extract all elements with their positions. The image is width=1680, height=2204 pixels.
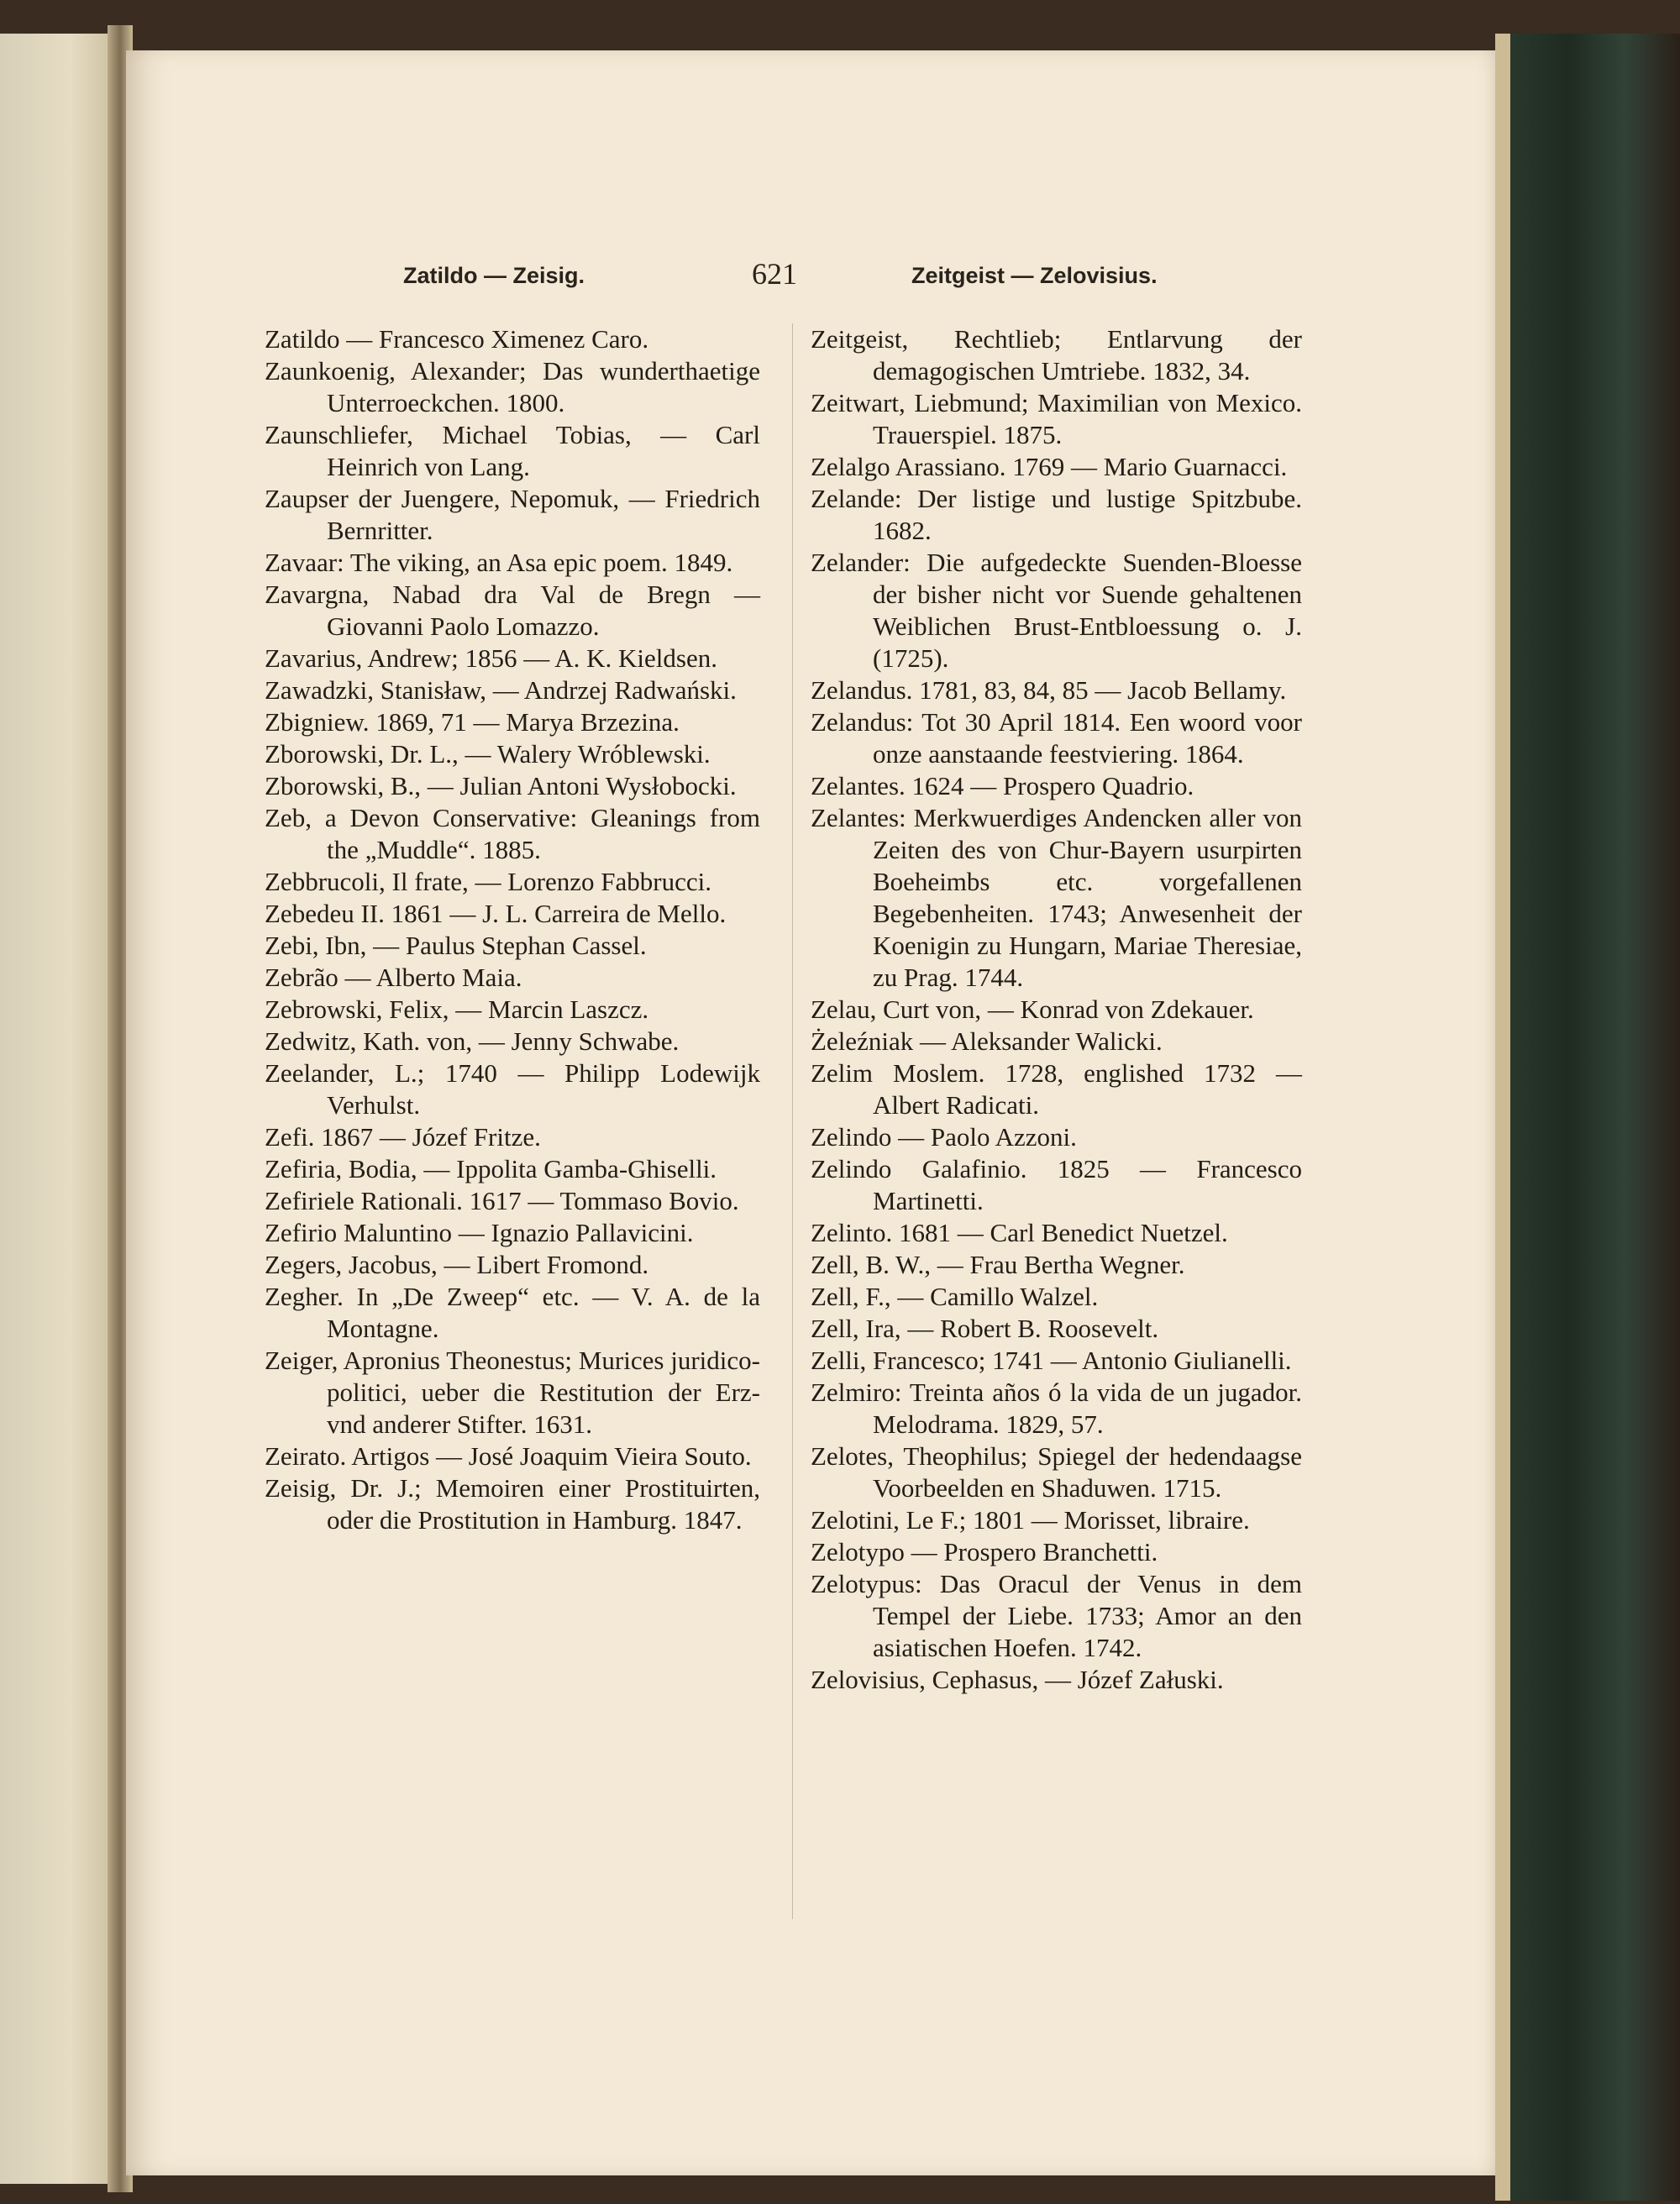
list-item: Zell, F., — Camillo Walzel. [811,1282,1099,1311]
facing-page-edge [0,34,118,2184]
list-item: Zebi, Ibn, — Paulus Stephan Cassel. [265,931,647,960]
list-item: Zefirio Maluntino — Ignazio Pallavicini. [265,1218,694,1247]
list-item: Zegher. In „De Zweep“ etc. — V. A. de la Montagne. [265,1282,760,1343]
list-item: Zell, B. W., — Frau Bertha Wegner. [811,1250,1185,1279]
list-item: Zegers, Jacobus, — Libert Fromond. [265,1250,649,1279]
list-item: Zelander: Die aufgedeckte Suenden-Bloesse der bisher nicht vor Suende gehaltenen Weiblichen Brust-Entbloessung o. J. (1725). [811,548,1302,673]
list-item: Zefiria, Bodia, — Ippolita Gamba-Ghiselli. [265,1154,717,1183]
left-column [265,323,760,1536]
list-item: Zelandus: Tot 30 April 1814. Een woord voor onze aanstaande feestviering. 1864. [811,707,1302,769]
list-item: Zebrão — Alberto Maia. [265,963,522,992]
list-item: Zelovisius, Cephasus, — Józef Załuski. [811,1665,1224,1694]
list-item: Zelotypus: Das Oracul der Venus in dem Tempel der Liebe. 1733; Amor an den asiatischen Hoefen. 1742. [811,1569,1302,1662]
list-item: Zelotypo — Prospero Branchetti. [811,1537,1158,1566]
list-item: Zeisig, Dr. J.; Memoiren einer Prostituirten, oder die Prostitution in Hamburg. 1847. [265,1473,760,1535]
list-item: Zedwitz, Kath. von, — Jenny Schwabe. [265,1026,680,1056]
list-item: Zavargna, Nabad dra Val de Bregn — Giovanni Paolo Lomazzo. [265,580,760,641]
list-item: Zebrowski, Felix, — Marcin Laszcz. [265,994,649,1024]
list-item: Zell, Ira, — Robert B. Roosevelt. [811,1314,1159,1343]
list-item: Zebbrucoli, Il frate, — Lorenzo Fabbrucci. [265,867,711,896]
list-item: Zaunkoenig, Alexander; Das wunderthaetige Unterroeckchen. 1800. [265,356,760,417]
list-item: Zawadzki, Stanisław, — Andrzej Radwański. [265,675,737,705]
book-cover-edge [1495,34,1680,2201]
list-item: Zelantes. 1624 — Prospero Quadrio. [811,771,1194,800]
list-item: Zeirato. Artigos — José Joaquim Vieira Souto. [265,1441,752,1471]
list-item: Zeitgeist, Rechtlieb; Entlarvung der demagogischen Umtriebe. 1832, 34. [811,324,1302,386]
list-item: Zelindo — Paolo Azzoni. [811,1122,1077,1152]
list-item: Zeb, a Devon Conservative: Gleanings from the „Muddle“. 1885. [265,803,760,864]
list-item: Zelalgo Arassiano. 1769 — Mario Guarnacci. [811,452,1288,481]
header-right-range: Zeitgeist — Zelovisius. [911,263,1158,288]
column-divider [792,323,793,1919]
list-item: Zborowski, Dr. L., — Walery Wróblewski. [265,739,711,769]
list-item: Zelim Moslem. 1728, englished 1732 — Albert Radicati. [811,1058,1302,1120]
list-item: Zefi. 1867 — Józef Fritze. [265,1122,541,1152]
list-item: Zelinto. 1681 — Carl Benedict Nuetzel. [811,1218,1228,1247]
list-item: Zavaar: The viking, an Asa epic poem. 1849. [265,548,733,577]
list-item: Zeitwart, Liebmund; Maximilian von Mexico. Trauerspiel. 1875. [811,388,1302,449]
header-left-range: Zatildo — Zeisig. [403,263,585,288]
list-item: Zelau, Curt von, — Konrad von Zdekauer. [811,994,1254,1024]
list-item: Zatildo — Francesco Ximenez Caro. [265,324,649,354]
list-item: Zaupser der Juengere, Nepomuk, — Friedrich Bernritter. [265,484,760,545]
list-item: Zebedeu II. 1861 — J. L. Carreira de Mello. [265,899,727,928]
running-header [260,256,1352,298]
list-item: Zelandus. 1781, 83, 84, 85 — Jacob Bellamy. [811,675,1287,705]
list-item: Zbigniew. 1869, 71 — Marya Brzezina. [265,707,680,737]
list-item: Zeiger, Apronius Theonestus; Murices juridico-politici, ueber die Restitution der Erz- vnd anderer Stifter. 1631. [265,1346,760,1439]
list-item: Zelande: Der listige und lustige Spitzbube. 1682. [811,484,1302,545]
list-item: Zelantes: Merkwuerdiges Andencken aller von Zeiten des von Chur-Bayern usurpirten Boeheimbs etc. vorgefallenen Begebenheiten. 1743; Anwesenheit der Koenigin zu Hungarn, Mariae Theresiae, zu Prag. 1744. [811,803,1302,992]
list-item: Zelotini, Le F.; 1801 — Morisset, libraire. [811,1505,1250,1535]
list-item: Zavarius, Andrew; 1856 — A. K. Kieldsen. [265,643,717,673]
list-item: Zelli, Francesco; 1741 — Antonio Giulianelli. [811,1346,1292,1375]
list-item: Zaunschliefer, Michael Tobias, — Carl Heinrich von Lang. [265,420,760,481]
list-item: Zelotes, Theophilus; Spiegel der hedendaagse Voorbeelden en Shaduwen. 1715. [811,1441,1302,1503]
list-item: Zeelander, L.; 1740 — Philipp Lodewijk Verhulst. [265,1058,760,1120]
right-column [811,323,1302,1696]
list-item: Żeleźniak — Aleksander Walicki. [811,1026,1163,1056]
page-number: 621 [752,257,797,291]
list-item: Zborowski, B., — Julian Antoni Wysłobocki. [265,771,737,800]
list-item: Zelmiro: Treinta años ó la vida de un jugador. Melodrama. 1829, 57. [811,1378,1302,1439]
list-item: Zelindo Galafinio. 1825 — Francesco Martinetti. [811,1154,1302,1215]
list-item: Zefiriele Rationali. 1617 — Tommaso Bovio. [265,1186,739,1215]
